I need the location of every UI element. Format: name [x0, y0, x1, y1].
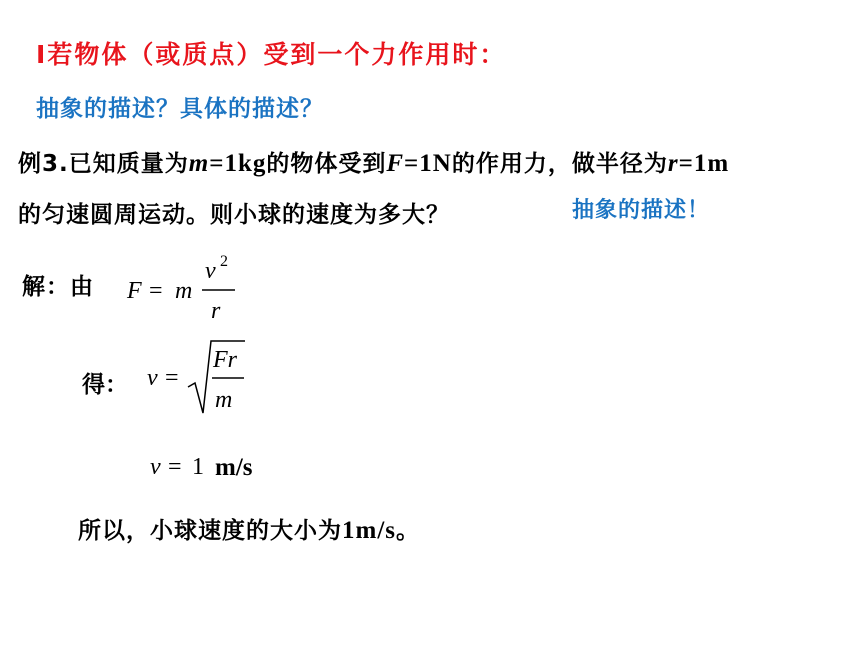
velocity-unit: m/s: [215, 454, 253, 481]
example-label: 例3.: [18, 151, 69, 177]
formula-velocity-lhs: v: [147, 365, 158, 391]
formula-force-num: v: [205, 258, 216, 284]
formula-velocity-svg: [145, 335, 255, 420]
example-line-2: 的匀速圆周运动。则小球的速度为多大？: [18, 202, 450, 228]
example-text-2: 的物体受到: [266, 151, 387, 177]
formula-result: [148, 448, 210, 486]
formula-velocity: [145, 335, 255, 424]
radius-value: =1m: [678, 150, 730, 177]
formula-force-lhs: F: [127, 278, 142, 304]
conclusion-text: 所以，小球速度的大小为: [78, 518, 342, 544]
formula-force-eq: =: [149, 278, 163, 304]
example-text-1: 已知质量为: [68, 151, 189, 177]
conclusion-period: 。: [396, 518, 420, 544]
section-heading: [36, 35, 506, 71]
formula-force: [125, 248, 245, 332]
conclusion: [78, 512, 420, 545]
formula-velocity-eq: =: [165, 365, 179, 391]
heading-text: 若物体（或质点）受到一个力作用时：: [47, 40, 507, 69]
mass-variable: m: [188, 150, 210, 177]
formula-result-eq: =: [168, 454, 182, 480]
example-line-1: [18, 145, 729, 178]
result-label: 得：: [82, 372, 128, 398]
abstract-question: 抽象的描述？具体的描述？: [36, 96, 324, 122]
roman-numeral: Ⅰ: [36, 40, 48, 69]
force-value: =1N: [404, 150, 452, 177]
solution-label: 解：由: [22, 274, 94, 300]
formula-force-m: m: [175, 278, 193, 304]
formula-force-exp: 2: [220, 253, 228, 270]
example-text-3: 的作用力，做半径为: [451, 151, 668, 177]
conclusion-value: 1m/s: [342, 517, 396, 544]
radius-variable: r: [667, 150, 679, 177]
force-variable: F: [386, 150, 405, 177]
formula-velocity-num: Fr: [213, 347, 237, 373]
abstract-answer: 抽象的描述！: [572, 198, 711, 223]
formula-result-lhs: v: [150, 454, 161, 480]
formula-result-svg: [148, 448, 210, 482]
formula-result-rhs: 1: [192, 454, 204, 480]
mass-value: =1kg: [209, 150, 267, 177]
formula-force-den: r: [211, 298, 221, 324]
formula-force-svg: [125, 248, 245, 328]
formula-velocity-den: m: [215, 387, 233, 413]
